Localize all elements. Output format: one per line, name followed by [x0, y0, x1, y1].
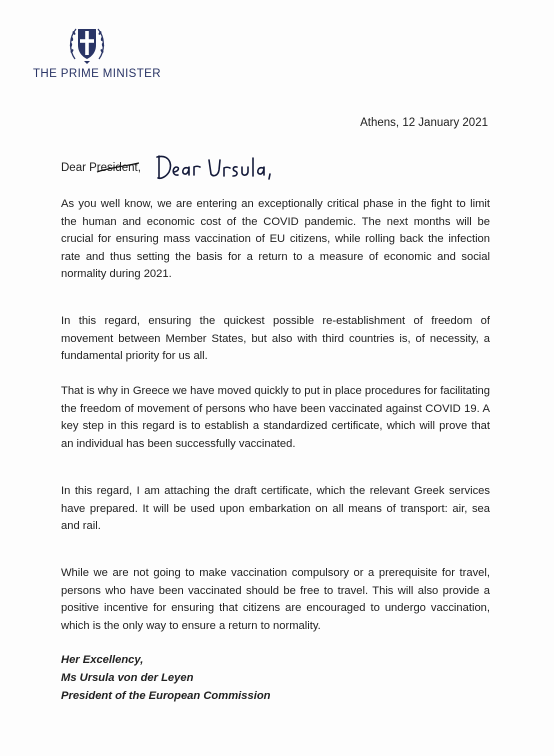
salutation-typed: Dear President, [61, 162, 141, 174]
addressee-honorific: Her Excellency, [61, 654, 144, 666]
letter-date: Athens, 12 January 2021 [360, 117, 488, 129]
addressee-block [61, 652, 271, 705]
paragraph-4: In this regard, I am attaching the draft certificate, which the relevant Greek services have prepared. It will be used upon embarkation on all means of transport: air, sea and rail. [61, 485, 490, 533]
paragraph-1: As you well know, we are entering an exceptionally critical phase in the fight to limit the human and economic cost of the COVID pandemic. The next months will be crucial for ensuring mass vaccination of EU citizens, while rolling back the infection rate and thus setting the basis for a return to a measure of economic and social normality during 2021. [61, 198, 490, 281]
paragraph-2: In this regard, ensuring the quickest possible re-establishment of freedom of movement between Member States, but also with third countries is, of necessity, a fundamental priority for us all. [61, 315, 490, 363]
handwritten-salutation [155, 152, 275, 184]
salutation-strikethrough [95, 160, 141, 178]
paragraph-5: While we are not going to make vaccination compulsory or a prerequisite for travel, persons who have been vaccinated should be free to travel. This will also provide a positive incentive for ensuring that citizens are encouraged to undergo vaccination, which is the only way to ensure a return to normality. [61, 567, 490, 632]
addressee-name: Ms Ursula von der Leyen [61, 671, 194, 684]
addressee-title: President of the European Commission [61, 689, 271, 702]
office-title: THE PRIME MINISTER [33, 68, 161, 80]
paragraph-3: That is why in Greece we have moved quickly to put in place procedures for facilitating the freedom of movement of persons who have been vaccinated against COVID 19. A key step in this regard is to establish a standardized certificate, which will prove that an individual has been successfully vaccinated. [61, 385, 490, 450]
greek-coat-of-arms-icon [67, 21, 107, 65]
